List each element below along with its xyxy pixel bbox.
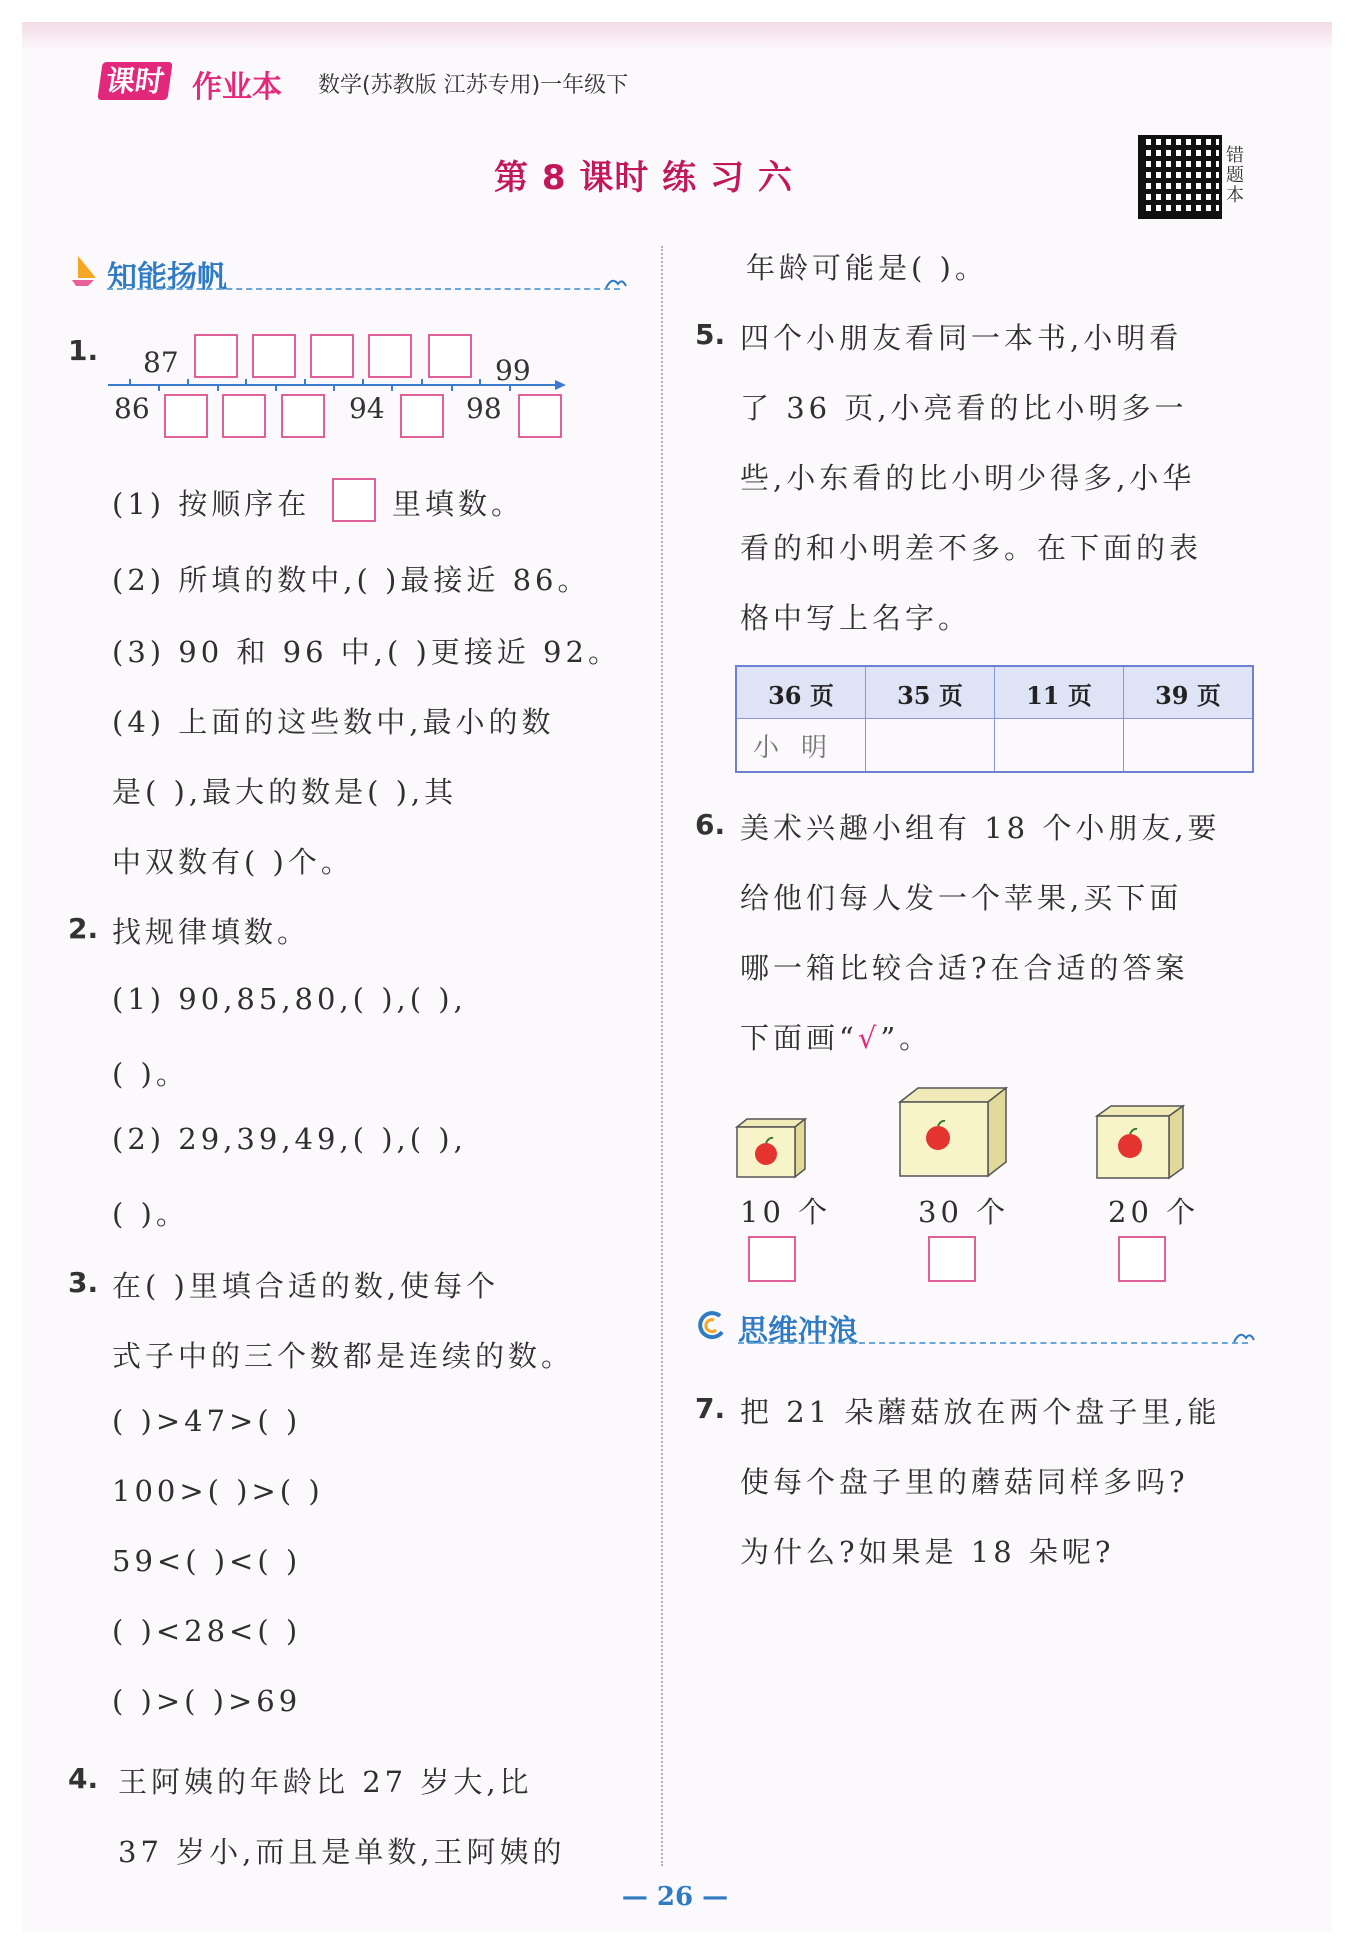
sample-box-icon bbox=[332, 478, 376, 522]
sailboat-icon bbox=[66, 252, 100, 288]
answer-box[interactable] bbox=[252, 334, 296, 378]
box-count-label: 10 个 bbox=[740, 1195, 832, 1229]
table-cell-input[interactable] bbox=[995, 719, 1124, 771]
question-number: 2. bbox=[68, 912, 99, 945]
number-label: 94 bbox=[349, 392, 385, 425]
page-number: — 26 — bbox=[621, 1882, 729, 1912]
q6-line3: 哪一箱比较合适?在合适的答案 bbox=[740, 951, 1189, 985]
q4-line2: 37 岁小,而且是单数,王阿姨的 bbox=[118, 1835, 566, 1869]
lesson-title: 第 8 课时 练 习 六 bbox=[494, 158, 793, 198]
answer-box[interactable] bbox=[518, 394, 562, 438]
apple-box-small bbox=[735, 1117, 807, 1179]
answer-box[interactable] bbox=[310, 334, 354, 378]
q5-line5: 格中写上名字。 bbox=[740, 601, 972, 635]
brand-logo: 课时 bbox=[97, 62, 172, 100]
column-divider bbox=[661, 246, 663, 1866]
q1-part4-line3: 中双数有( )个。 bbox=[112, 845, 354, 879]
table-row bbox=[737, 719, 1252, 771]
pages-table bbox=[735, 665, 1254, 773]
q7-line3: 为什么?如果是 18 朵呢? bbox=[740, 1535, 1115, 1569]
wave-icon bbox=[604, 274, 628, 292]
q1-part1-text-end: 里填数。 bbox=[392, 487, 525, 521]
answer-box[interactable] bbox=[400, 394, 444, 438]
section-title-siwei: 思维冲浪 bbox=[738, 1314, 858, 1349]
answer-box[interactable] bbox=[164, 394, 208, 438]
question-number: 3. bbox=[68, 1266, 99, 1299]
table-cell-input[interactable] bbox=[866, 719, 995, 771]
q2-part1-line1: (1) 90,85,80,( ),( ), bbox=[112, 982, 467, 1016]
table-header-cell: 35 页 bbox=[866, 667, 995, 719]
q3-inequality: 100>( )>( ) bbox=[112, 1474, 324, 1508]
apple-box-medium bbox=[1095, 1104, 1185, 1180]
q1-part4-line2: 是( ),最大的数是( ),其 bbox=[112, 775, 458, 809]
q3-line1: 在( )里填合适的数,使每个 bbox=[112, 1269, 500, 1303]
question-number: 4. bbox=[68, 1762, 99, 1795]
brand-name: 作业本 bbox=[192, 70, 282, 105]
q5-line4: 看的和小明差不多。在下面的表 bbox=[740, 531, 1203, 565]
q5-line1: 四个小朋友看同一本书,小明看 bbox=[740, 321, 1183, 355]
top-band bbox=[22, 22, 1332, 50]
number-label: 86 bbox=[114, 392, 150, 425]
table-header-cell: 36 页 bbox=[737, 667, 866, 719]
q5-line3: 些,小东看的比小明少得多,小华 bbox=[740, 461, 1196, 495]
swirl-icon bbox=[694, 1308, 728, 1344]
check-mark-icon: √ bbox=[857, 1021, 881, 1055]
q5-line2: 了 36 页,小亮看的比小明多一 bbox=[740, 391, 1188, 425]
q3-inequality: ( )>47>( ) bbox=[112, 1404, 302, 1438]
number-label: 99 bbox=[495, 354, 531, 387]
answer-box[interactable] bbox=[194, 334, 238, 378]
q4-line3: 年龄可能是( )。 bbox=[746, 251, 988, 285]
q4-line1: 王阿姨的年龄比 27 岁大,比 bbox=[118, 1765, 533, 1799]
q6-line1: 美术兴趣小组有 18 个小朋友,要 bbox=[740, 811, 1221, 845]
table-cell: 小明 bbox=[737, 719, 866, 771]
q6-line4: 下面画“√”。 bbox=[740, 1021, 933, 1055]
q7-line2: 使每个盘子里的蘑菇同样多吗? bbox=[740, 1465, 1189, 1499]
section-underline bbox=[107, 288, 620, 290]
q1-part1-text: (1) 按顺序在 bbox=[112, 487, 311, 521]
q6-line2: 给他们每人发一个苹果,买下面 bbox=[740, 881, 1183, 915]
q3-inequality: ( )<28<( ) bbox=[112, 1614, 302, 1648]
answer-box[interactable] bbox=[222, 394, 266, 438]
qr-code-icon[interactable] bbox=[1138, 135, 1222, 219]
q1-part3: (3) 90 和 96 中,( )更接近 92。 bbox=[112, 635, 621, 669]
question-number: 5. bbox=[695, 318, 726, 351]
q3-inequality: ( )>( )>69 bbox=[112, 1684, 302, 1718]
wave-icon bbox=[1232, 1328, 1256, 1346]
q2-part2-line1: (2) 29,39,49,( ),( ), bbox=[112, 1122, 467, 1156]
q3-line2: 式子中的三个数都是连续的数。 bbox=[112, 1339, 575, 1373]
check-answer-box[interactable] bbox=[1118, 1236, 1166, 1282]
q2-part1-line2: ( )。 bbox=[112, 1057, 189, 1091]
q2-title: 找规律填数。 bbox=[112, 915, 311, 949]
q2-part2-line2: ( )。 bbox=[112, 1197, 189, 1231]
question-number: 6. bbox=[695, 808, 726, 841]
answer-box[interactable] bbox=[368, 334, 412, 378]
number-label: 87 bbox=[143, 346, 179, 379]
section-underline bbox=[738, 1342, 1248, 1344]
table-header-cell: 39 页 bbox=[1155, 680, 1221, 710]
apple-box-large bbox=[898, 1086, 1008, 1178]
question-number: 7. bbox=[695, 1392, 726, 1425]
table-header-row bbox=[737, 667, 1252, 719]
question-number: 1. bbox=[68, 334, 99, 367]
q1-part2: (2) 所填的数中,( )最接近 86。 bbox=[112, 563, 591, 597]
q1-part4-line1: (4) 上面的这些数中,最小的数 bbox=[112, 705, 555, 739]
table-header-cell: 11 页 bbox=[995, 667, 1124, 719]
qr-label: 错题本 bbox=[1226, 145, 1244, 206]
answer-box[interactable] bbox=[428, 334, 472, 378]
table-cell-input[interactable] bbox=[1124, 719, 1252, 771]
check-answer-box[interactable] bbox=[748, 1236, 796, 1282]
number-label: 98 bbox=[466, 392, 502, 425]
box-count-label: 30 个 bbox=[918, 1195, 1010, 1229]
answer-box[interactable] bbox=[281, 394, 325, 438]
box-count-label: 20 个 bbox=[1108, 1195, 1200, 1229]
q7-line1: 把 21 朵蘑菇放在两个盘子里,能 bbox=[740, 1395, 1221, 1429]
book-subtitle: 数学(苏教版 江苏专用)一年级下 bbox=[318, 73, 629, 98]
check-answer-box[interactable] bbox=[928, 1236, 976, 1282]
q3-inequality: 59<( )<( ) bbox=[112, 1544, 302, 1578]
section-title-zhineng: 知能扬帆 bbox=[107, 260, 227, 295]
